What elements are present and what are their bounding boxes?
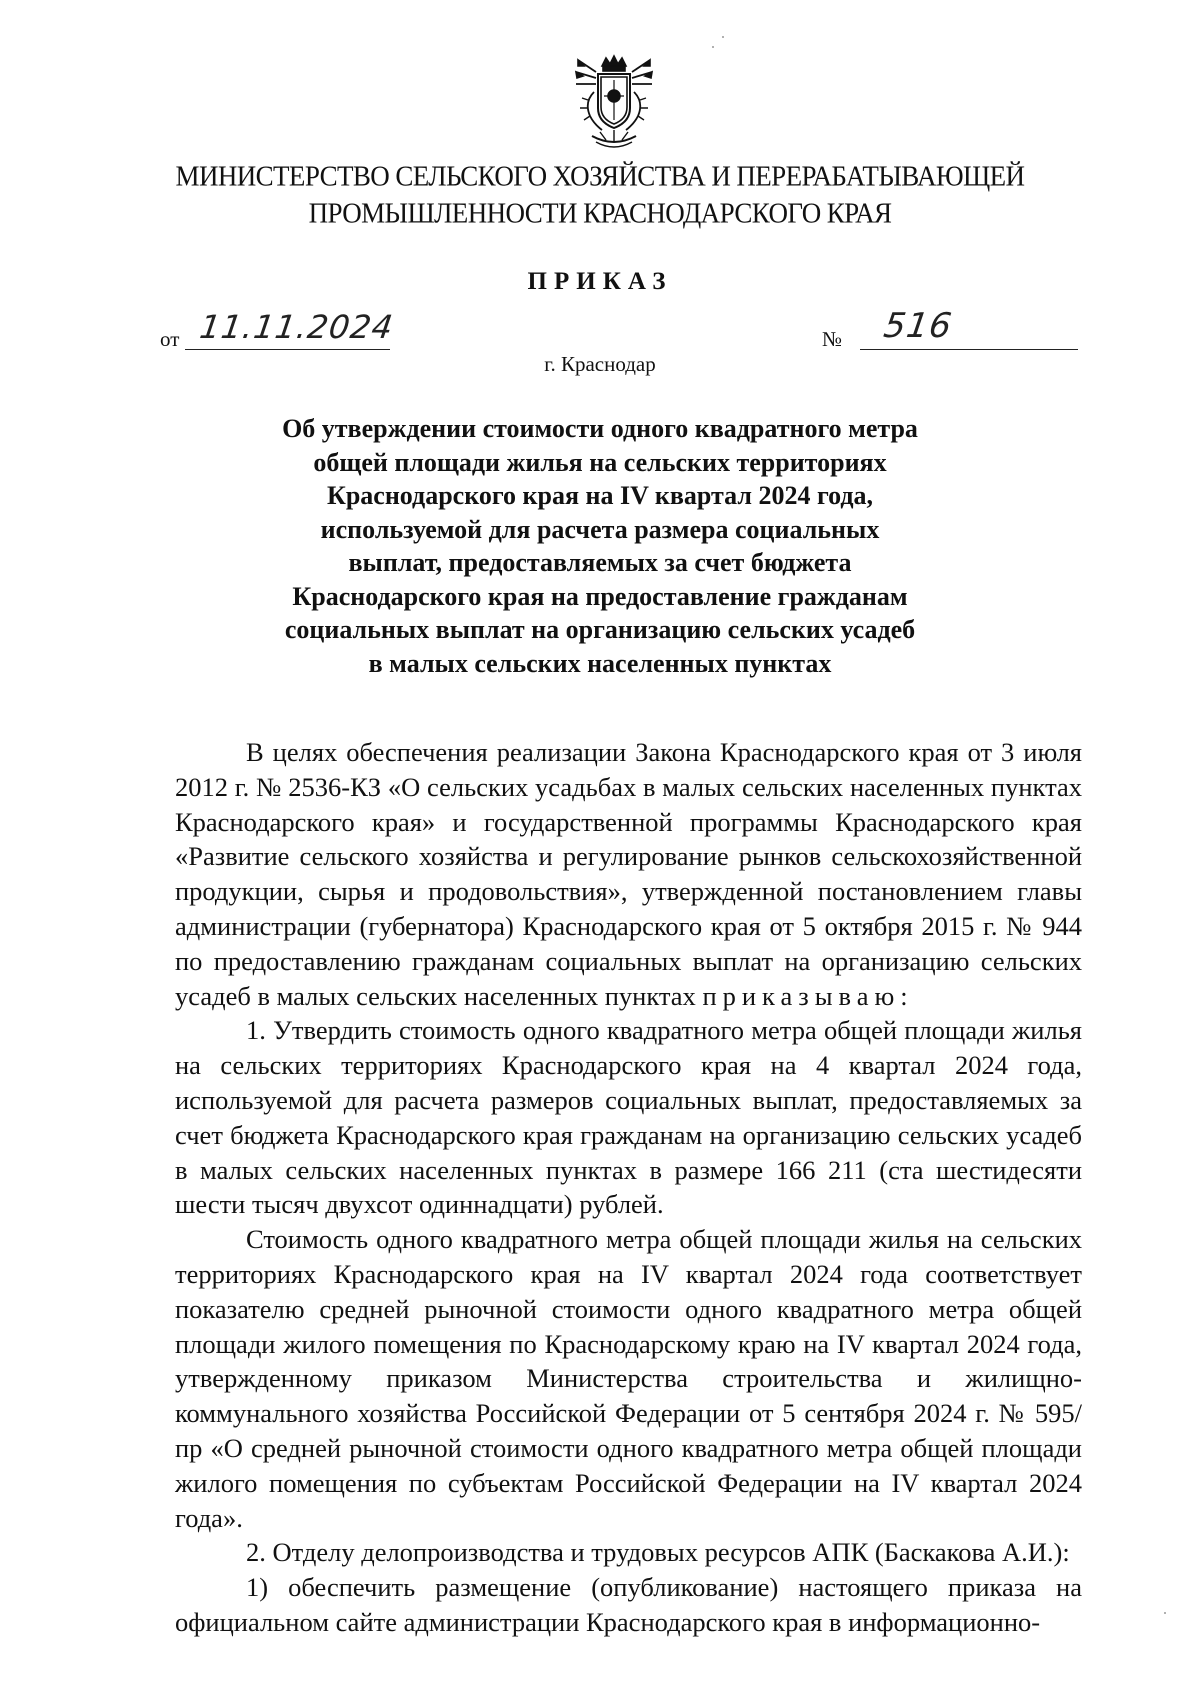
document-type: ПРИКАЗ bbox=[527, 268, 673, 295]
date-prefix: от bbox=[160, 327, 180, 351]
title-line: Краснодарского края на предоставление гражданам bbox=[292, 581, 908, 611]
krasnodar-krai-coat-of-arms-icon bbox=[570, 52, 658, 156]
document-body bbox=[175, 735, 1082, 1640]
scan-speck bbox=[1164, 1612, 1166, 1614]
ministry-name-line-2: ПРОМЫШЛЕННОСТИ КРАСНОДАРСКОГО КРАЯ bbox=[308, 197, 892, 229]
clause-1-paragraph: 1. Утвердить стоимость одного квадратного метра общей площади жилья на сельских территориях Краснодарского края на 4 квартал 2024 года, используемой для расчета размеров социальных выплат, предоставляемых за счет бюджета Краснодарского края гражданам на организацию сельских усадеб в малых сельских населенных пунктах в размере 166 211 (ста шестидесяти шести тысяч двухсот одиннадцати) рублей. bbox=[175, 1015, 1082, 1220]
ministry-name bbox=[110, 158, 1090, 232]
title-line: общей площади жилья на сельских территориях bbox=[313, 447, 887, 477]
ministry-name-line-1: МИНИСТЕРСТВО СЕЛЬСКОГО ХОЗЯЙСТВА И ПЕРЕРАБАТЫВАЮЩЕЙ bbox=[175, 160, 1025, 192]
clause-2-item-1-paragraph: 1) обеспечить размещение (опубликование) настоящего приказа на официальном сайте администрации Краснодарского края в информационно- bbox=[175, 1572, 1082, 1637]
scan-speck bbox=[722, 36, 724, 38]
title-line: выплат, предоставляемых за счет бюджета bbox=[348, 548, 852, 577]
title-line: Краснодарского края на IV квартал 2024 года, bbox=[326, 481, 874, 510]
date-value: 11.11.2024 bbox=[197, 308, 396, 346]
number-value: 516 bbox=[881, 306, 955, 346]
number-prefix: № bbox=[822, 327, 843, 351]
city: г. Краснодар bbox=[544, 352, 656, 376]
preamble-text: В целях обеспечения реализации Закона Краснодарского края от 3 июля 2012 г. № 2536-КЗ «О сельских усадьбах в малых сельских населенных пунктах Краснодарского края» и государственной программы Краснодарского края «Развитие сельского хозяйства и регулирование рынков сельскохозяйственной продукции, сырья и продовольствия», утвержденной постановлением главы администрации (губернатора) Краснодарского края от 5 октября 2015 г. № 944 по предоставлению гражданам социальных выплат на организацию сельских усадеб в малых сельских населенных пунктах bbox=[175, 737, 1082, 1011]
order-number bbox=[822, 306, 1082, 352]
title-line: в малых сельских населенных пунктах bbox=[368, 648, 832, 678]
number-underline bbox=[860, 349, 1078, 350]
order-date bbox=[160, 306, 400, 352]
title-line: Об утверждении стоимости одного квадратного метра bbox=[282, 414, 918, 443]
title-line: используемой для расчета размера социальных bbox=[320, 514, 880, 544]
clause-2-paragraph: 2. Отделу делопроизводства и трудовых ресурсов АПК (Баскакова А.И.): bbox=[246, 1537, 1070, 1568]
order-word: приказываю: bbox=[702, 980, 914, 1011]
document-title bbox=[250, 412, 950, 680]
scan-speck bbox=[712, 46, 714, 48]
clause-1-explanation-paragraph: Стоимость одного квадратного метра общей площади жилья на сельских территориях Краснодарского края на IV квартал 2024 года соответствует показателю средней рыночной стоимости одного квадратного метра общей площади жилого помещения по Краснодарскому краю на IV квартал 2024 года, утвержденному приказом Министерства строительства и жилищно-коммунального хозяйства Российской Федерации от 5 сентября 2024 г. № 595/пр «О средней рыночной стоимости одного квадратного метра общей площади жилого помещения по субъектам Российской Федерации на IV квартал 2024 года». bbox=[175, 1224, 1082, 1533]
date-underline bbox=[185, 349, 390, 350]
preamble-paragraph bbox=[175, 735, 1082, 1013]
title-line: социальных выплат на организацию сельских усадеб bbox=[284, 615, 916, 644]
